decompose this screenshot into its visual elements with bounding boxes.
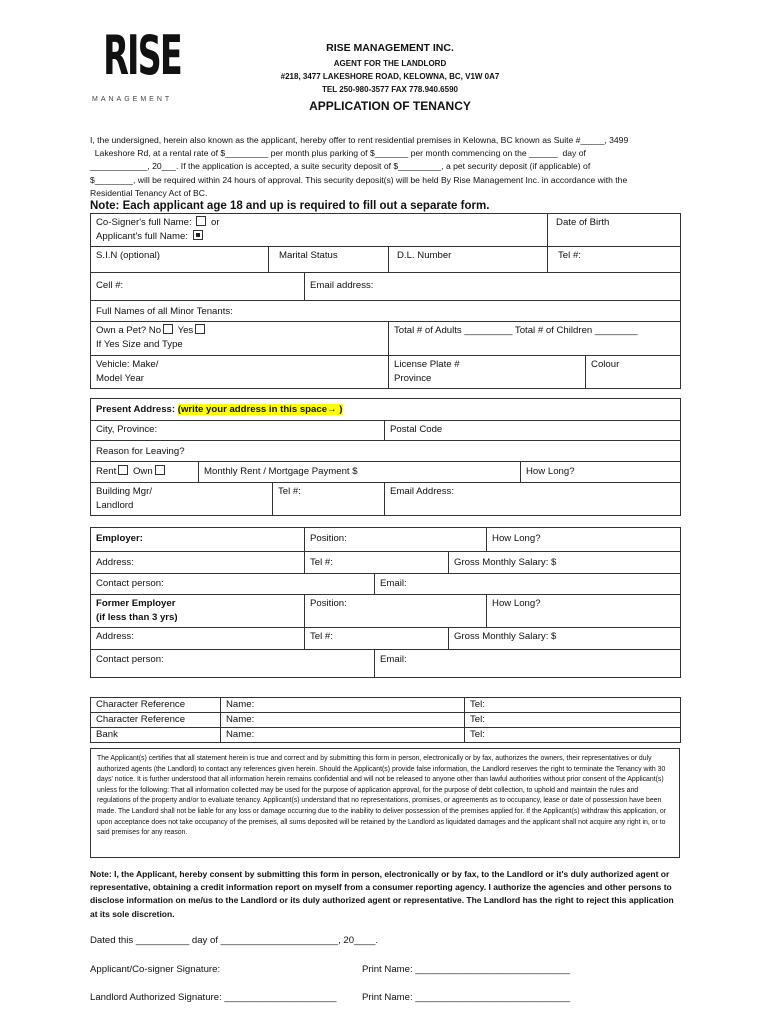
marital-field[interactable]: Marital Status bbox=[269, 247, 389, 273]
or-label: or bbox=[211, 217, 220, 228]
emp-howlong-field[interactable]: How Long? bbox=[487, 528, 681, 552]
intro-paragraph bbox=[90, 134, 680, 200]
former-employer-note: (if less than 3 yrs) bbox=[96, 612, 178, 623]
applicant-print-name[interactable]: Print Name: _____________________________ bbox=[362, 964, 571, 975]
intro-line: Lakeshore Rd, at a rental rate of $_________ per month plus parking of $_______ per month commencing on the ______ day of bbox=[90, 148, 586, 159]
references-table bbox=[90, 697, 681, 743]
applicant-table bbox=[90, 213, 681, 389]
name-cell[interactable] bbox=[91, 214, 548, 247]
postal-field[interactable]: Postal Code bbox=[385, 421, 681, 441]
present-address-hint: (write your address in this space→ ) bbox=[177, 404, 343, 415]
city-field[interactable]: City, Province: bbox=[91, 421, 385, 441]
emp-contact-field[interactable]: Contact person: bbox=[91, 574, 375, 595]
salary-field[interactable]: Gross Monthly Salary: $ bbox=[449, 552, 681, 574]
ref-tel-field[interactable]: Tel: bbox=[465, 698, 681, 713]
pet-label: Own a Pet? No bbox=[96, 325, 162, 336]
vehicle-field[interactable] bbox=[91, 356, 389, 389]
intro-line: I, the undersigned, herein also known as the applicant, hereby offer to rent residential premises in Kelowna, BC known as Suite #_____, 3499 bbox=[90, 135, 629, 145]
intro-line: $________, will be required within 24 hours of approval. This security deposit(s) will be held By Rise Management Inc. in accordance with the bbox=[90, 174, 628, 185]
landlord-print-name[interactable]: Print Name: _____________________________ bbox=[362, 992, 571, 1003]
tel-field[interactable]: Tel #: bbox=[548, 247, 681, 273]
former-address-field[interactable]: Address: bbox=[91, 628, 305, 650]
rent-label: Rent bbox=[96, 466, 117, 477]
former-howlong-field[interactable]: How Long? bbox=[487, 595, 681, 628]
intro-line: Residential Tenancy Act of BC. bbox=[90, 187, 208, 198]
building-manager-field[interactable] bbox=[91, 483, 273, 516]
applicant-name-label: Applicant's full Name: bbox=[96, 231, 188, 242]
company-phone: TEL 250-980-3577 FAX 778.940.6590 bbox=[322, 85, 458, 94]
ref-name-field[interactable]: Name: bbox=[221, 698, 465, 713]
present-address-table bbox=[90, 398, 681, 516]
former-email-field[interactable]: Email: bbox=[375, 650, 681, 678]
pet-cell[interactable] bbox=[91, 322, 389, 356]
rise-logo bbox=[86, 24, 181, 108]
bank-tel-field[interactable]: Tel: bbox=[465, 728, 681, 743]
former-employer-field[interactable] bbox=[91, 595, 305, 628]
disclaimer-box: The Applicant(s) certifies that all statement herein is true and correct and by submitting this form in person, electronically or by fax, authorizes the owners, their representatives or duly authorized agents (the Landlord) to contact any references given herein. Should the Applicant(s) provide false information, the Landlord reserves the right to terminate the Tenancy with 30 days' notice. It is further understood that all information herein remains confidential and will not be released to anyone other than lawful authorities without prior consent of the Applicant(s) unless for the following: That all information collected may be used for the purpose of application approval, for the purpose of debt collection, to uphold and maintain the rules and regulations of the property and/or to evaluate tenancy. Applicant(s) understand that no representations, promises, or agreements as to occupancy, lease or date of possession have been made. The Landlord shall not be liable for any loss or damage occurring due to the inability to deliver possession of the premises applied for. If the Applicant(s) withdraw this application, or upon acceptance does not take occupancy of the premises, all sums deposited will be retained by the Landlord as liquidated damages and the applicant shall not acquire any right in, or to said premises for any reason. bbox=[90, 748, 680, 858]
company-name: RISE MANAGEMENT INC. bbox=[326, 42, 454, 54]
monthly-rent-field[interactable]: Monthly Rent / Mortgage Payment $ bbox=[199, 462, 521, 483]
former-contact-field[interactable]: Contact person: bbox=[91, 650, 375, 678]
pet-size-label: If Yes Size and Type bbox=[96, 339, 183, 350]
own-label: Own bbox=[132, 466, 153, 477]
pet-no-checkbox[interactable] bbox=[163, 324, 173, 334]
vehicle-label: Vehicle: Make/ bbox=[96, 359, 159, 370]
form-title: APPLICATION OF TENANCY bbox=[309, 99, 471, 113]
logo-word: RISE bbox=[103, 24, 181, 87]
dob-field[interactable]: Date of Birth bbox=[548, 214, 681, 247]
applicant-checkbox[interactable] bbox=[193, 230, 203, 240]
dl-field[interactable]: D.L. Number bbox=[389, 247, 548, 273]
bank-name-field[interactable]: Name: bbox=[221, 728, 465, 743]
dated-line[interactable]: Dated this __________ day of ______________________, 20____. bbox=[90, 935, 379, 946]
province-label: Province bbox=[394, 373, 432, 384]
applicant-signature-label[interactable]: Applicant/Co-signer Signature: bbox=[90, 964, 221, 975]
emp-email-field[interactable]: Email: bbox=[375, 574, 681, 595]
cell-field[interactable]: Cell #: bbox=[91, 273, 305, 301]
ref-label: Character Reference bbox=[91, 698, 221, 713]
position-field[interactable]: Position: bbox=[305, 528, 487, 552]
email-field[interactable]: Email address: bbox=[305, 273, 681, 301]
howlong-field[interactable]: How Long? bbox=[521, 462, 681, 483]
former-tel-field[interactable]: Tel #: bbox=[305, 628, 449, 650]
model-year-label: Model Year bbox=[96, 373, 145, 384]
landlord-tel-field[interactable]: Tel #: bbox=[273, 483, 385, 516]
rent-own-cell[interactable] bbox=[91, 462, 199, 483]
reason-field[interactable]: Reason for Leaving? bbox=[91, 441, 681, 462]
former-salary-field[interactable]: Gross Monthly Salary: $ bbox=[449, 628, 681, 650]
pet-yes-checkbox[interactable] bbox=[195, 324, 205, 334]
age-note: Note: Each applicant age 18 and up is required to fill out a separate form. bbox=[90, 200, 490, 212]
sin-field[interactable]: S.I.N (optional) bbox=[91, 247, 269, 273]
present-address-label: Present Address: bbox=[96, 404, 176, 415]
consent-note: Note: I, the Applicant, hereby consent by submitting this form in person, electronically or by fax, to the Landlord or it's duly authorized agent or representative, obtaining a credit information report on myself from a consumer reporting agency. I authorize the agencies and other persons to disclose information on me/us to the Landlord or its duly authorized agent or representative. The Landlord has the right to reject this application at its sole discretion. bbox=[90, 869, 674, 919]
ref-tel-field[interactable]: Tel: bbox=[465, 713, 681, 728]
cosigner-label: Co-Signer's full Name: bbox=[96, 217, 192, 228]
employer-field[interactable]: Employer: bbox=[91, 528, 305, 552]
colour-field[interactable]: Colour bbox=[586, 356, 681, 389]
intro-line: ____________, 20___. If the application is accepted, a suite security deposit of $_________, a pet security deposit (if applicable) of bbox=[90, 161, 591, 172]
landlord-label: Landlord bbox=[96, 500, 134, 511]
pet-yes-label: Yes bbox=[177, 325, 194, 336]
ref-label: Character Reference bbox=[91, 713, 221, 728]
plate-label: License Plate # bbox=[394, 359, 460, 370]
cosigner-checkbox[interactable] bbox=[196, 216, 206, 226]
emp-address-field[interactable]: Address: bbox=[91, 552, 305, 574]
own-checkbox[interactable] bbox=[155, 465, 165, 475]
employment-table bbox=[90, 527, 681, 678]
landlord-email-field[interactable]: Email Address: bbox=[385, 483, 681, 516]
emp-tel-field[interactable]: Tel #: bbox=[305, 552, 449, 574]
ref-name-field[interactable]: Name: bbox=[221, 713, 465, 728]
former-position-field[interactable]: Position: bbox=[305, 595, 487, 628]
plate-field[interactable] bbox=[389, 356, 586, 389]
landlord-signature-line[interactable]: Landlord Authorized Signature: _____________________ bbox=[90, 992, 337, 1003]
agent-line: AGENT FOR THE LANDLORD bbox=[333, 59, 447, 68]
present-address-field[interactable] bbox=[91, 399, 681, 421]
former-employer-label: Former Employer bbox=[96, 598, 176, 609]
company-address: #218, 3477 LAKESHORE ROAD, KELOWNA, BC, V1W 0A7 bbox=[280, 72, 500, 81]
logo-sub: MANAGEMENT bbox=[92, 96, 173, 103]
bank-label: Bank bbox=[91, 728, 221, 743]
bm-label: Building Mgr/ bbox=[96, 486, 152, 497]
minor-tenants-field[interactable]: Full Names of all Minor Tenants: bbox=[91, 301, 681, 322]
occupants-field[interactable]: Total # of Adults _________ Total # of Children ________ bbox=[389, 322, 681, 356]
rent-checkbox[interactable] bbox=[118, 465, 128, 475]
